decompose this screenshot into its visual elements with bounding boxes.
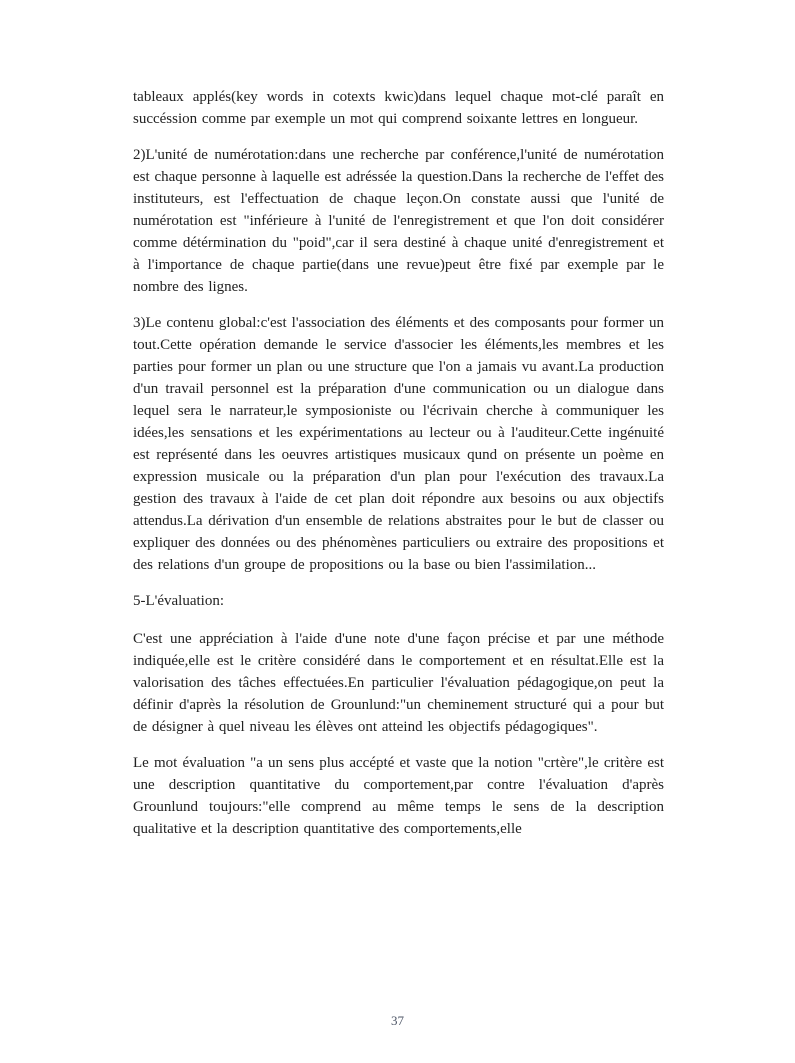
paragraph-contenu-global: 3)Le contenu global:c'est l'association des éléments et des composants pour former un tout.Cette opération demande le service d'associer les éléments,les membres et les parties pour former un plan ou une structure que l'on a jamais vu avant.La production d'un travail personnel est la préparation d'une communication ou un dialogue dans lequel sera le narrateur,le symposioniste ou l'écrivain cherche à communiquer les idées,les sensations et les expérimentations au lecteur ou à l'auditeur.Cette ingénuité est représenté dans les oeuvres artistiques musicaux qund on présente un poème en expression musicale ou la préparation d'un plan pour l'exécution des travaux.La gestion des travaux à l'aide de cet plan doit répondre aux besoins ou aux objectifs attendus.La dérivation d'un ensemble de relations abstraites pour le but de classer ou expliquer des données ou des phénomènes particuliers ou extraire des propositions et des relations d'un groupe de propositions ou la base ou bien l'assimilation... (133, 315, 664, 573)
paragraph-evaluation-definition: C'est une appréciation à l'aide d'une note d'une façon précise et par une méthode indiquée,elle est le critère considéré dans le comportement et en résultat.Elle est la valorisation des tâches effectuées.En particulier l'évaluation pédagogique,on peut la définir d'après la résolution de Grounlund:"un cheminement structuré qui a pour but de désigner à quel niveau les élèves ont atteind les objectifs pédagogiques". (133, 631, 664, 735)
section-heading-evaluation: 5-L'évaluation: (133, 593, 225, 609)
paragraph-mot-evaluation: Le mot évaluation "a un sens plus accépté et vaste que la notion "crtère",le critère est une description quantitative du comportement,par contre l'évaluation d'après Grounlund toujours:"elle comprend au même temps le sens de la description qualitative et la description quantitative des comportements,elle (133, 755, 664, 837)
document-body (133, 86, 664, 840)
paragraph-unite-numerotation: 2)L'unité de numérotation:dans une recherche par conférence,l'unité de numérotation est chaque personne à laquelle est adréssée la question.Dans la recherche de l'effet des instituteurs, est l'effectuation de chaque leçon.On constate aussi que l'unité de numérotation est "inférieure à l'unité de l'enregistrement et que l'on doit considérer comme détérmination du "poid",car il sera destiné à chaque unité d'enregistrement et à l'importance de chaque partie(dans une revue)peut être fixé par exemple par le nombre des lignes. (133, 147, 664, 295)
paragraph-kwic-tables: tableaux applés(key words in cotexts kwic)dans lequel chaque mot-clé paraît en succéssion comme par exemple un mot qui comprend soixante lettres en longueur. (133, 89, 664, 127)
page-number: 37 (391, 1013, 404, 1028)
